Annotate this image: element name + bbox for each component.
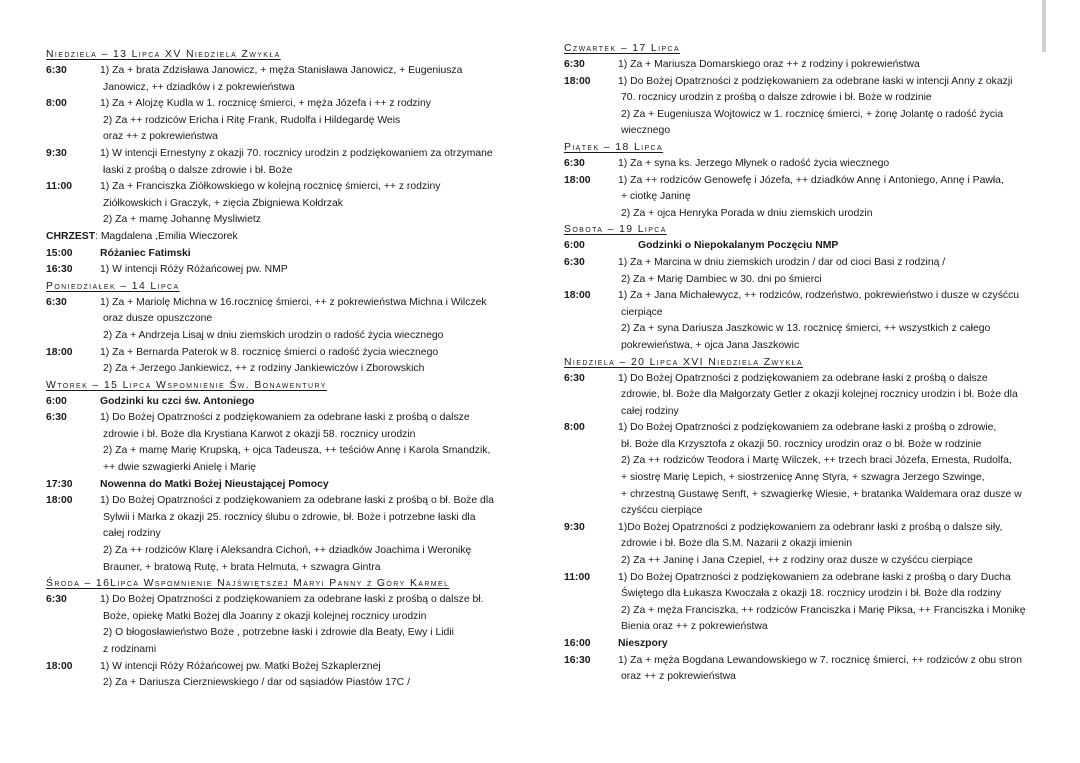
mass-entry — [564, 173, 1042, 223]
mass-intentions — [100, 659, 520, 692]
intention-line: 1)Do Bożej Opatrzności z podziękowaniem za odebranr łaski z prośbą o dalsze siły, — [618, 521, 1003, 533]
mass-time: 6:30 — [564, 59, 585, 70]
intention-line: całej rodziny — [103, 528, 161, 540]
mass-intentions — [618, 74, 1042, 140]
baptism-text: : Magdalena ,Emilia Wieczorek — [95, 230, 238, 242]
mass-entry — [46, 493, 520, 576]
scrollbar-thumb[interactable] — [1042, 0, 1046, 52]
intention-line: Godzinki ku czci św. Antoniego — [100, 395, 255, 407]
baptism-label: CHRZEST — [46, 230, 96, 242]
day-header: Sobota – 19 Lipca — [564, 224, 667, 236]
intention-line: + chrzestną Gustawę Senft, + szwagierkę Wiesie, + bratanka Waldemara oraz dusze w — [621, 488, 1022, 500]
mass-intentions — [618, 653, 1042, 686]
mass-entry — [564, 520, 1042, 570]
mass-time: 6:30 — [46, 65, 67, 76]
intention-line: 1) Za + Mariolę Michna w 16.rocznicę śmierci, ++ z pokrewieństwa Michna i Wilczek — [100, 296, 487, 308]
intention-line: zdrowie, bł. Boże dla Małgorzaty Getler z okazji kolejnej rocznicy urodzin i bł. Boże dla — [621, 389, 1018, 401]
intention-line: 2) Za + męża Franciszka, ++ rodziców Franciszka i Marię Piksa, ++ Franciszka i Monikę — [621, 604, 1026, 616]
intention-line: wiecznego — [621, 125, 671, 137]
intention-line: 70. rocznicy urodzin z prośbą o dalsze zdrowie i bł. Boże w rodzinie — [621, 92, 932, 104]
mass-entry — [564, 653, 1042, 686]
intention-line: 1) Za + syna ks. Jerzego Młynek o radość życia wiecznego — [618, 157, 890, 169]
intention-line: 1) Za + Alojzę Kudla w 1. rocznicę śmierci, + męża Józefa i ++ z rodziny — [100, 98, 431, 110]
intention-line: Różaniec Fatimski — [100, 247, 191, 259]
mass-entry — [46, 63, 520, 96]
mass-entry — [564, 255, 1042, 288]
mass-time: 15:00 — [46, 247, 73, 259]
mass-intentions — [100, 63, 520, 96]
intention-line: + siostrę Marię Lepich, + siostrzenicę Annę Styra, + szwagra Jerzego Szwinge, — [621, 472, 985, 484]
intention-line: oraz dusze opuszczone — [103, 313, 213, 325]
intention-line: ++ dwie szwagierki Anielę i Marię — [103, 462, 257, 474]
baptism-note — [46, 229, 520, 246]
mass-time: 6:00 — [564, 240, 585, 252]
intention-line: 1) W intencji Ernestyny z okazji 70. rocznicy urodzin z podziękowaniem za otrzymane — [100, 147, 493, 159]
mass-intentions — [618, 570, 1042, 636]
intention-line: 1) Do Bożej Opatrzności z podziękowaniem za odebrane łaski w intencji Anny z okazji — [618, 75, 1013, 87]
mass-intentions — [100, 146, 520, 179]
intention-line: 1) Do Bożej Opatrzności z podziękowaniem za odebrane łaski z prośbą o zdrowie, — [618, 422, 997, 434]
mass-time: 8:00 — [46, 98, 67, 110]
mass-time: 18:00 — [564, 290, 591, 302]
mass-intentions — [100, 477, 520, 494]
mass-time: 11:00 — [46, 181, 73, 193]
intention-line: oraz ++ z pokrewieństwa — [621, 671, 736, 683]
day-header: Piątek – 18 Lipca — [564, 141, 664, 153]
left-column — [46, 0, 520, 692]
mass-entry — [564, 238, 1042, 255]
day-header: Niedziela – 20 Lipca XVI Niedziela Zwykła — [564, 356, 804, 368]
intention-line: Nieszpory — [618, 638, 668, 649]
intention-line: Bienia oraz ++ z pokrewieństwa — [621, 621, 768, 633]
intention-line: 1) Do Bożej Opatrzności z podziękowaniem za odebrane łaski z prośbą o bł. Boże dla — [100, 495, 494, 507]
intention-line: + ciotkę Janinę — [621, 191, 691, 203]
intention-line: Ziółkowskich i Graczyk, + zięcia Zbigniewa Kołdrzak — [103, 197, 343, 209]
intention-line: 1) Do Bożej Opatrzności z podziękowaniem za odebrane łaski z prośbą o dalsze — [618, 372, 988, 384]
mass-intentions — [618, 173, 1042, 223]
mass-time: 6:30 — [46, 412, 67, 424]
intention-line: cierpiące — [621, 306, 663, 318]
mass-entry — [46, 262, 520, 279]
mass-entry — [46, 394, 520, 411]
intention-line: 1) Za + Franciszka Ziółkowskiego w kolejną rocznicę śmierci, ++ z rodziny — [100, 181, 441, 193]
intention-line: 2) Za ++ rodziców Ericha i Ritę Frank, Rudolfa i Hildegardę Weis — [103, 114, 401, 126]
mass-entry — [46, 345, 520, 378]
mass-time: 6:00 — [46, 395, 67, 407]
intention-line: Świętego dla Łukasza Kwoczała z okazji 18. rocznicy urodzin i bł. Boże dla rodziny — [621, 588, 1002, 600]
mass-intentions — [618, 288, 1042, 354]
day-section — [46, 378, 520, 577]
intention-line: 2) Za + Marię Dambiec w 30. dni po śmierci — [621, 273, 822, 285]
mass-time: 9:30 — [564, 521, 585, 533]
mass-entry — [564, 636, 1042, 653]
mass-intentions — [618, 636, 1042, 653]
mass-intentions — [100, 345, 520, 378]
day-header: Poniedziałek – 14 Lipca — [46, 280, 180, 292]
intention-line: całej rodziny — [621, 405, 679, 417]
mass-entry — [46, 592, 520, 658]
mass-time: 17:30 — [46, 478, 73, 490]
intention-line: zdrowie i bł. Boże dla S.M. Nazarii z okazji imienin — [621, 538, 852, 550]
mass-entry — [564, 288, 1042, 354]
mass-time: 6:30 — [564, 256, 585, 268]
day-section — [564, 41, 1042, 140]
mass-entry — [46, 179, 520, 229]
mass-time: 6:30 — [564, 157, 585, 169]
mass-intentions — [618, 255, 1042, 288]
mass-entry — [564, 74, 1042, 140]
mass-entry — [46, 659, 520, 692]
mass-entry — [46, 96, 520, 146]
mass-time: 6:30 — [564, 372, 585, 384]
day-section — [46, 47, 520, 279]
intention-line: Boże, opiekę Matki Bożej dla Joanny z okazji kolejnej rocznicy urodzin — [103, 610, 427, 622]
intention-line: Brauner, + bratową Rutę, + brata Helmuta, + szwagra Gintra — [103, 561, 381, 573]
intention-line: 1) Do Bożej Opatrzności z podziękowaniem za odebrane łaski z prośbą o dalsze bł. — [100, 594, 484, 606]
mass-entry — [564, 57, 1042, 74]
intention-line: 2) Za + Eugeniusza Wojtowicz w 1. rocznicę śmierci, + żonę Jolantę o radość życia — [621, 108, 1004, 120]
intention-line: 1) Za + męża Bogdana Lewandowskiego w 7. rocznicę śmierci, ++ rodziców z obu stron — [618, 654, 1022, 666]
day-header: Czwartek – 17 Lipca — [564, 43, 681, 54]
day-section — [564, 355, 1042, 686]
mass-time: 18:00 — [564, 75, 591, 87]
intention-line: 1) Za + Mariusza Domarskiego oraz ++ z rodziny i pokrewieństwa — [618, 59, 920, 70]
mass-entry — [564, 420, 1042, 520]
intention-line: 1) Do Bożej Opatrzności z podziękowaniem za odebrane łaski z prośbą o dalsze — [100, 412, 470, 424]
intention-line: 1) Za ++ rodziców Genowefę i Józefa, ++ dziadków Annę i Antoniego, Annę i Pawła, — [618, 174, 1004, 186]
mass-time: 6:30 — [46, 296, 67, 308]
intention-line: bł. Boże dla Krzysztofa z okazji 50. rocznicy urodzin oraz o bł. Boże w rodzinie — [621, 438, 982, 450]
intention-line: oraz ++ z pokrewieństwa — [103, 131, 218, 143]
mass-entry — [46, 477, 520, 494]
mass-entry — [46, 246, 520, 263]
intention-line: 1) Za + brata Zdzisława Janowicz, + męża Stanisława Janowicz, + Eugeniusza — [100, 65, 463, 76]
intention-line: 1) Do Bożej Opatrzności z podziękowaniem za odebrane łaski z prośbą o dary Ducha — [618, 571, 1011, 583]
intention-line: 2) Za + Andrzeja Lisaj w dniu ziemskich urodzin o radość życia wiecznego — [103, 329, 444, 341]
intention-line: 2) Za + Dariusza Cierzniewskiego / dar od sąsiadów Piastów 17C / — [103, 677, 410, 689]
mass-time: 16:30 — [46, 264, 73, 276]
intention-line: Sylwii i Marka z okazji 25. rocznicy ślubu o zdrowie, bł. Boże i potrzebne łaski dla — [103, 511, 476, 523]
mass-intentions — [618, 57, 1042, 74]
intention-line: Janowicz, ++ dziadków i z pokrewieństwa — [103, 81, 295, 93]
mass-intentions — [100, 592, 520, 658]
mass-time: 18:00 — [46, 660, 73, 672]
mass-entry — [46, 146, 520, 179]
intention-line: 2) Za ++ rodziców Teodora i Martę Wilczek, ++ trzech braci Józefa, Ernesta, Rudolfa, — [621, 455, 1012, 467]
day-section — [46, 576, 520, 692]
intention-line: Nowenna do Matki Bożej Nieustającej Pomocy — [100, 478, 329, 490]
mass-intentions — [618, 420, 1042, 520]
mass-time: 16:00 — [564, 638, 591, 649]
mass-entry — [564, 570, 1042, 636]
intention-line: 2) Za + mamę Marię Krupską, + ojca Tadeusza, ++ teściów Annę i Karola Smandzik, — [103, 445, 491, 457]
mass-time: 11:00 — [564, 571, 591, 583]
right-column — [564, 0, 1042, 686]
intention-line: 2) Za + ojca Henryka Porada w dniu ziemskich urodzin — [621, 207, 873, 219]
mass-time: 18:00 — [564, 174, 591, 186]
day-header: Środa – 16Lipca Wspomnienie Najświętszej Maryi Panny z Góry Karmel — [46, 578, 450, 590]
mass-intentions — [100, 493, 520, 576]
day-section — [564, 140, 1042, 222]
intention-line: 2) Za ++ rodziców Klarę i Aleksandra Cichoń, ++ dziadków Joachima i Weronikę — [103, 545, 472, 557]
mass-time: 6:30 — [46, 594, 67, 606]
intention-line: 1) Za + Bernarda Paterok w 8. rocznicę śmierci o radość życia wiecznego — [100, 346, 439, 358]
intention-line: 1) W intencji Róży Różańcowej pw. Matki Bożej Szkaplerznej — [100, 660, 381, 672]
mass-intentions — [100, 394, 520, 411]
intention-line: 2) Za + mamę Johannę Mysliwietz — [103, 214, 261, 226]
mass-intentions — [100, 295, 520, 345]
mass-intentions — [100, 179, 520, 229]
intention-line: 2) Za + syna Dariusza Jaszkowic w 13. rocznicę śmierci, ++ wszystkich z całego — [621, 323, 991, 335]
intention-line: 1) Za + Jana Michałewycz, ++ rodziców, rodzeństwo, pokrewieństwo i dusze w czyśćcu — [618, 290, 1020, 302]
intention-line: 2) O błogosławieństwo Boże , potrzebne łaski i zdrowie dla Beaty, Ewy i Lidii — [103, 627, 454, 639]
mass-entry — [46, 410, 520, 476]
intention-line: 2) Za ++ Janinę i Jana Czepiel, ++ z rodziny oraz dusze w czyśćcu cierpiące — [621, 555, 973, 567]
intention-line: Godzinki o Niepokalanym Poczęciu NMP — [638, 240, 839, 252]
mass-intentions — [618, 156, 1042, 173]
day-section — [564, 222, 1042, 354]
mass-time: 8:00 — [564, 422, 585, 434]
mass-entry — [564, 371, 1042, 421]
mass-intentions — [618, 520, 1042, 570]
day-header: Niedziela – 13 Lipca XV Niedziela Zwykła — [46, 49, 281, 60]
mass-intentions — [100, 96, 520, 146]
intention-line: łaski z prośbą o dalsze zdrowie i bł. Boże — [103, 164, 293, 176]
mass-entry — [46, 295, 520, 345]
mass-intentions — [618, 238, 1042, 255]
mass-intentions — [100, 262, 520, 279]
intention-line: 1) Za + Marcina w dniu ziemskich urodzin / dar od cioci Basi z rodziną / — [618, 256, 946, 268]
mass-intentions — [100, 246, 520, 263]
intention-line: 2) Za + Jerzego Jankiewicz, ++ z rodziny Jankiewiczów i Zborowskich — [103, 363, 425, 375]
mass-time: 18:00 — [46, 346, 73, 358]
intention-line: pokrewieństwa, + ojca Jana Jaszkowic — [621, 339, 800, 351]
day-section — [46, 279, 520, 378]
intention-line: czyśćcu cierpiące — [621, 505, 703, 517]
intention-line: z rodzinami — [103, 644, 157, 655]
intention-line: zdrowie i bł. Boże dla Krystiana Karwot z okazji 58. rocznicy urodzin — [103, 428, 416, 440]
mass-intentions — [100, 410, 520, 476]
mass-time: 18:00 — [46, 495, 73, 507]
mass-time: 9:30 — [46, 147, 67, 159]
intention-line: 1) W intencji Róży Różańcowej pw. NMP — [100, 264, 288, 276]
mass-intentions — [618, 371, 1042, 421]
mass-time: 16:30 — [564, 654, 591, 666]
day-header: Wtorek – 15 Lipca Wspomnienie Św. Bonawentury — [46, 379, 327, 391]
mass-entry — [564, 156, 1042, 173]
